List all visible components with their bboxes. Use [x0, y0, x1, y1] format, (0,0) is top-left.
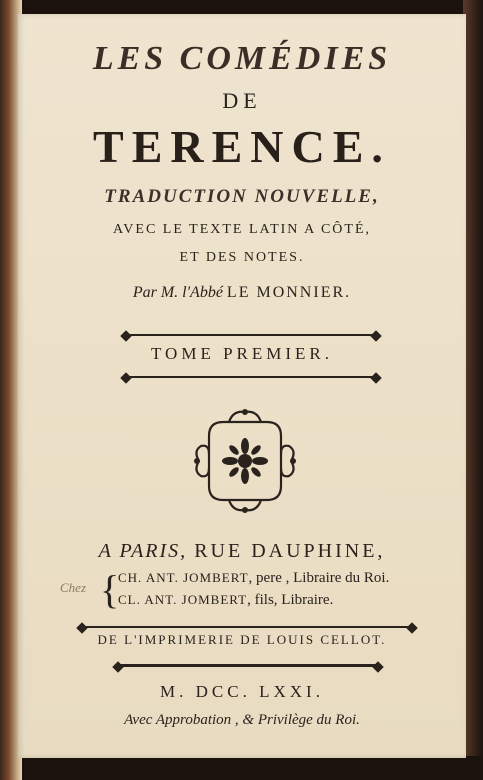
subtitle-3: ET DES NOTES. [179, 250, 305, 265]
title-line-1: LES COMÉDIES [92, 40, 392, 77]
divider-rule [118, 664, 378, 667]
right-shadow [463, 0, 483, 780]
title-page [18, 14, 466, 758]
floral-vignette-icon [189, 406, 301, 516]
place-label: A PARIS, [98, 540, 195, 562]
subtitle-2: AVEC LE TEXTE LATIN A CÔTÉ, [112, 222, 372, 237]
divider-rule [82, 626, 412, 628]
volume-label: TOME PREMIER. [150, 344, 334, 363]
publisher-block [60, 567, 438, 616]
privilege-line: Avec Approbation , & Privilège du Roi. [124, 712, 360, 728]
divider-rule [126, 376, 376, 378]
author-line [18, 284, 466, 302]
printer-line: DE L'IMPRIMERIE DE LOUIS CELLOT. [97, 632, 387, 647]
year-line: M. DCC. LXXI. [160, 682, 324, 701]
publisher-1 [118, 570, 389, 587]
chez-label: Chez [60, 580, 86, 595]
publisher-1-role: , pere , Libraire du Roi. [248, 570, 390, 586]
author-name: LE MONNIER. [226, 284, 352, 301]
imprint-place [18, 540, 466, 563]
brace-icon: { [100, 567, 120, 612]
bottom-shadow [0, 756, 483, 780]
publisher-2-name: CL. ANT. JOMBERT [118, 592, 248, 607]
subtitle-1: TRADUCTION NOUVELLE, [104, 186, 380, 207]
publisher-2-role: , fils, Libraire. [247, 592, 334, 608]
title-line-3: TERENCE. [93, 121, 391, 172]
street-label: RUE DAUPHINE, [194, 540, 386, 562]
title-line-2: DE [222, 88, 262, 113]
publisher-2 [118, 592, 333, 609]
author-prefix: Par M. l'Abbé [132, 284, 227, 301]
publisher-1-name: CH. ANT. JOMBERT [118, 570, 249, 585]
divider-rule [126, 334, 376, 336]
